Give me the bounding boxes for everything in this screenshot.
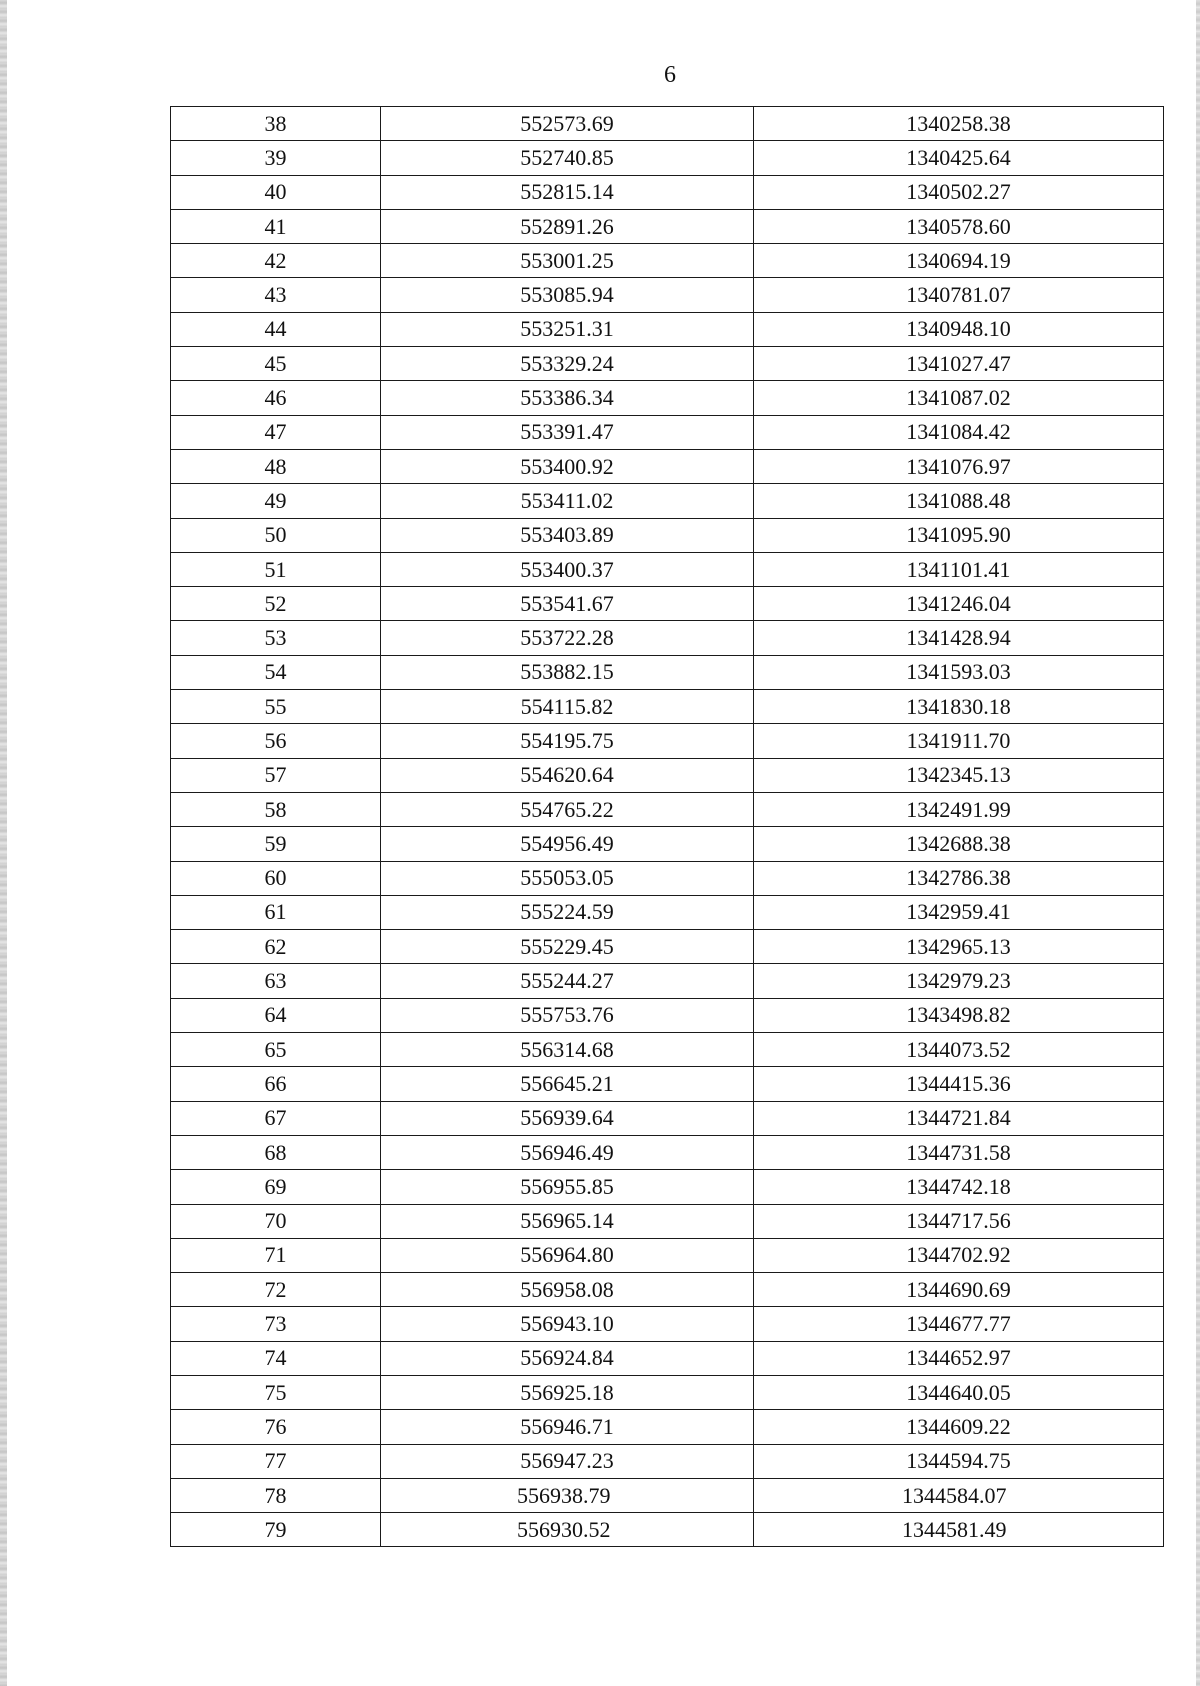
x-coordinate-cell: 556965.14 xyxy=(381,1204,754,1238)
table-row xyxy=(171,758,1164,792)
point-number-cell: 75 xyxy=(171,1375,381,1409)
y-coordinate-cell: 1344690.69 xyxy=(754,1273,1164,1307)
x-coordinate-cell: 556947.23 xyxy=(381,1444,754,1478)
point-number-cell: 54 xyxy=(171,655,381,689)
table-row xyxy=(171,1273,1164,1307)
y-coordinate-cell: 1341830.18 xyxy=(754,690,1164,724)
table-row xyxy=(171,415,1164,449)
x-coordinate-cell: 556943.10 xyxy=(381,1307,754,1341)
table-row xyxy=(171,209,1164,243)
y-coordinate-cell: 1342979.23 xyxy=(754,964,1164,998)
y-coordinate-cell: 1340425.64 xyxy=(754,141,1164,175)
point-number-cell: 57 xyxy=(171,758,381,792)
y-coordinate-cell: 1344073.52 xyxy=(754,1033,1164,1067)
y-coordinate-cell: 1342491.99 xyxy=(754,792,1164,826)
point-number-cell: 63 xyxy=(171,964,381,998)
table-row xyxy=(171,690,1164,724)
scan-right-edge xyxy=(1196,0,1200,1686)
y-coordinate-cell: 1344677.77 xyxy=(754,1307,1164,1341)
point-number-cell: 76 xyxy=(171,1410,381,1444)
y-coordinate-cell: 1341428.94 xyxy=(754,621,1164,655)
x-coordinate-cell: 553882.15 xyxy=(381,655,754,689)
y-coordinate-cell: 1340781.07 xyxy=(754,278,1164,312)
y-coordinate-cell: 1344609.22 xyxy=(754,1410,1164,1444)
x-coordinate-cell: 553329.24 xyxy=(381,347,754,381)
x-coordinate-cell: 556958.08 xyxy=(381,1273,754,1307)
table-row xyxy=(171,141,1164,175)
x-coordinate-cell: 553001.25 xyxy=(381,244,754,278)
table-row xyxy=(171,381,1164,415)
x-coordinate-cell: 556964.80 xyxy=(381,1238,754,1272)
table-row xyxy=(171,587,1164,621)
table-row xyxy=(171,1067,1164,1101)
table-row xyxy=(171,861,1164,895)
y-coordinate-cell: 1344594.75 xyxy=(754,1444,1164,1478)
point-number-cell: 73 xyxy=(171,1307,381,1341)
point-number-cell: 71 xyxy=(171,1238,381,1272)
table-row xyxy=(171,827,1164,861)
point-number-cell: 62 xyxy=(171,930,381,964)
y-coordinate-cell: 1340694.19 xyxy=(754,244,1164,278)
table-row xyxy=(171,1170,1164,1204)
page-number: 6 xyxy=(664,62,676,88)
point-number-cell: 66 xyxy=(171,1067,381,1101)
table-row xyxy=(171,1135,1164,1169)
x-coordinate-cell: 554956.49 xyxy=(381,827,754,861)
table-row xyxy=(171,724,1164,758)
table-row xyxy=(171,1478,1164,1512)
point-number-cell: 68 xyxy=(171,1135,381,1169)
table-row xyxy=(171,1444,1164,1478)
table-row xyxy=(171,518,1164,552)
table-row xyxy=(171,449,1164,483)
point-number-cell: 58 xyxy=(171,792,381,826)
y-coordinate-cell: 1344717.56 xyxy=(754,1204,1164,1238)
point-number-cell: 74 xyxy=(171,1341,381,1375)
table-row xyxy=(171,1341,1164,1375)
point-number-cell: 42 xyxy=(171,244,381,278)
y-coordinate-cell: 1340948.10 xyxy=(754,312,1164,346)
y-coordinate-cell: 1341101.41 xyxy=(754,552,1164,586)
x-coordinate-cell: 555053.05 xyxy=(381,861,754,895)
y-coordinate-cell: 1344721.84 xyxy=(754,1101,1164,1135)
y-coordinate-cell: 1341246.04 xyxy=(754,587,1164,621)
point-number-cell: 39 xyxy=(171,141,381,175)
point-number-cell: 40 xyxy=(171,175,381,209)
x-coordinate-cell: 553400.92 xyxy=(381,449,754,483)
point-number-cell: 69 xyxy=(171,1170,381,1204)
x-coordinate-cell: 556314.68 xyxy=(381,1033,754,1067)
x-coordinate-cell: 554115.82 xyxy=(381,690,754,724)
point-number-cell: 51 xyxy=(171,552,381,586)
table-row xyxy=(171,792,1164,826)
table-row xyxy=(171,484,1164,518)
x-coordinate-cell: 553541.67 xyxy=(381,587,754,621)
table-row xyxy=(171,107,1164,141)
y-coordinate-cell: 1341076.97 xyxy=(754,449,1164,483)
point-number-cell: 46 xyxy=(171,381,381,415)
x-coordinate-cell: 552891.26 xyxy=(381,209,754,243)
table-row xyxy=(171,621,1164,655)
x-coordinate-cell: 556925.18 xyxy=(381,1375,754,1409)
x-coordinate-cell: 555753.76 xyxy=(381,998,754,1032)
x-coordinate-cell: 553386.34 xyxy=(381,381,754,415)
y-coordinate-cell: 1341087.02 xyxy=(754,381,1164,415)
coordinates-table xyxy=(170,106,1164,1547)
table-row xyxy=(171,278,1164,312)
y-coordinate-cell: 1344702.92 xyxy=(754,1238,1164,1272)
point-number-cell: 78 xyxy=(171,1478,381,1512)
point-number-cell: 48 xyxy=(171,449,381,483)
point-number-cell: 38 xyxy=(171,107,381,141)
point-number-cell: 53 xyxy=(171,621,381,655)
point-number-cell: 59 xyxy=(171,827,381,861)
x-coordinate-cell: 556924.84 xyxy=(381,1341,754,1375)
table-row xyxy=(171,1101,1164,1135)
y-coordinate-cell: 1340502.27 xyxy=(754,175,1164,209)
x-coordinate-cell: 553391.47 xyxy=(381,415,754,449)
x-coordinate-cell: 554195.75 xyxy=(381,724,754,758)
table-row xyxy=(171,1307,1164,1341)
table-row xyxy=(171,1204,1164,1238)
scan-left-edge xyxy=(0,0,7,1686)
x-coordinate-cell: 552815.14 xyxy=(381,175,754,209)
table-row xyxy=(171,998,1164,1032)
point-number-cell: 64 xyxy=(171,998,381,1032)
point-number-cell: 44 xyxy=(171,312,381,346)
point-number-cell: 47 xyxy=(171,415,381,449)
x-coordinate-cell: 552573.69 xyxy=(381,107,754,141)
x-coordinate-cell: 555229.45 xyxy=(381,930,754,964)
y-coordinate-cell: 1344640.05 xyxy=(754,1375,1164,1409)
table-row xyxy=(171,655,1164,689)
point-number-cell: 55 xyxy=(171,690,381,724)
y-coordinate-cell: 1344584.07 xyxy=(754,1478,1164,1512)
point-number-cell: 60 xyxy=(171,861,381,895)
y-coordinate-cell: 1341027.47 xyxy=(754,347,1164,381)
point-number-cell: 41 xyxy=(171,209,381,243)
y-coordinate-cell: 1342345.13 xyxy=(754,758,1164,792)
point-number-cell: 61 xyxy=(171,895,381,929)
y-coordinate-cell: 1343498.82 xyxy=(754,998,1164,1032)
y-coordinate-cell: 1340578.60 xyxy=(754,209,1164,243)
y-coordinate-cell: 1344731.58 xyxy=(754,1135,1164,1169)
x-coordinate-cell: 555224.59 xyxy=(381,895,754,929)
x-coordinate-cell: 553411.02 xyxy=(381,484,754,518)
y-coordinate-cell: 1342786.38 xyxy=(754,861,1164,895)
y-coordinate-cell: 1342959.41 xyxy=(754,895,1164,929)
point-number-cell: 77 xyxy=(171,1444,381,1478)
table-row xyxy=(171,552,1164,586)
x-coordinate-cell: 553403.89 xyxy=(381,518,754,552)
y-coordinate-cell: 1341088.48 xyxy=(754,484,1164,518)
x-coordinate-cell: 556938.79 xyxy=(381,1478,754,1512)
table-row xyxy=(171,312,1164,346)
x-coordinate-cell: 553251.31 xyxy=(381,312,754,346)
x-coordinate-cell: 556645.21 xyxy=(381,1067,754,1101)
x-coordinate-cell: 554620.64 xyxy=(381,758,754,792)
point-number-cell: 79 xyxy=(171,1513,381,1547)
table-row xyxy=(171,930,1164,964)
table-row xyxy=(171,1513,1164,1547)
y-coordinate-cell: 1341095.90 xyxy=(754,518,1164,552)
table-row xyxy=(171,244,1164,278)
x-coordinate-cell: 553085.94 xyxy=(381,278,754,312)
x-coordinate-cell: 552740.85 xyxy=(381,141,754,175)
point-number-cell: 45 xyxy=(171,347,381,381)
y-coordinate-cell: 1341084.42 xyxy=(754,415,1164,449)
x-coordinate-cell: 553400.37 xyxy=(381,552,754,586)
coordinates-table-body xyxy=(171,107,1164,1547)
table-row xyxy=(171,1375,1164,1409)
y-coordinate-cell: 1344742.18 xyxy=(754,1170,1164,1204)
x-coordinate-cell: 556939.64 xyxy=(381,1101,754,1135)
y-coordinate-cell: 1341911.70 xyxy=(754,724,1164,758)
point-number-cell: 70 xyxy=(171,1204,381,1238)
y-coordinate-cell: 1344652.97 xyxy=(754,1341,1164,1375)
point-number-cell: 67 xyxy=(171,1101,381,1135)
y-coordinate-cell: 1342688.38 xyxy=(754,827,1164,861)
point-number-cell: 72 xyxy=(171,1273,381,1307)
y-coordinate-cell: 1340258.38 xyxy=(754,107,1164,141)
table-row xyxy=(171,347,1164,381)
y-coordinate-cell: 1342965.13 xyxy=(754,930,1164,964)
point-number-cell: 65 xyxy=(171,1033,381,1067)
y-coordinate-cell: 1344415.36 xyxy=(754,1067,1164,1101)
point-number-cell: 56 xyxy=(171,724,381,758)
table-row xyxy=(171,1410,1164,1444)
table-row xyxy=(171,1033,1164,1067)
table-row xyxy=(171,1238,1164,1272)
x-coordinate-cell: 555244.27 xyxy=(381,964,754,998)
y-coordinate-cell: 1341593.03 xyxy=(754,655,1164,689)
x-coordinate-cell: 553722.28 xyxy=(381,621,754,655)
table-row xyxy=(171,964,1164,998)
x-coordinate-cell: 556955.85 xyxy=(381,1170,754,1204)
x-coordinate-cell: 556946.71 xyxy=(381,1410,754,1444)
y-coordinate-cell: 1344581.49 xyxy=(754,1513,1164,1547)
x-coordinate-cell: 556946.49 xyxy=(381,1135,754,1169)
table-row xyxy=(171,895,1164,929)
point-number-cell: 49 xyxy=(171,484,381,518)
point-number-cell: 43 xyxy=(171,278,381,312)
x-coordinate-cell: 554765.22 xyxy=(381,792,754,826)
point-number-cell: 52 xyxy=(171,587,381,621)
x-coordinate-cell: 556930.52 xyxy=(381,1513,754,1547)
table-row xyxy=(171,175,1164,209)
point-number-cell: 50 xyxy=(171,518,381,552)
